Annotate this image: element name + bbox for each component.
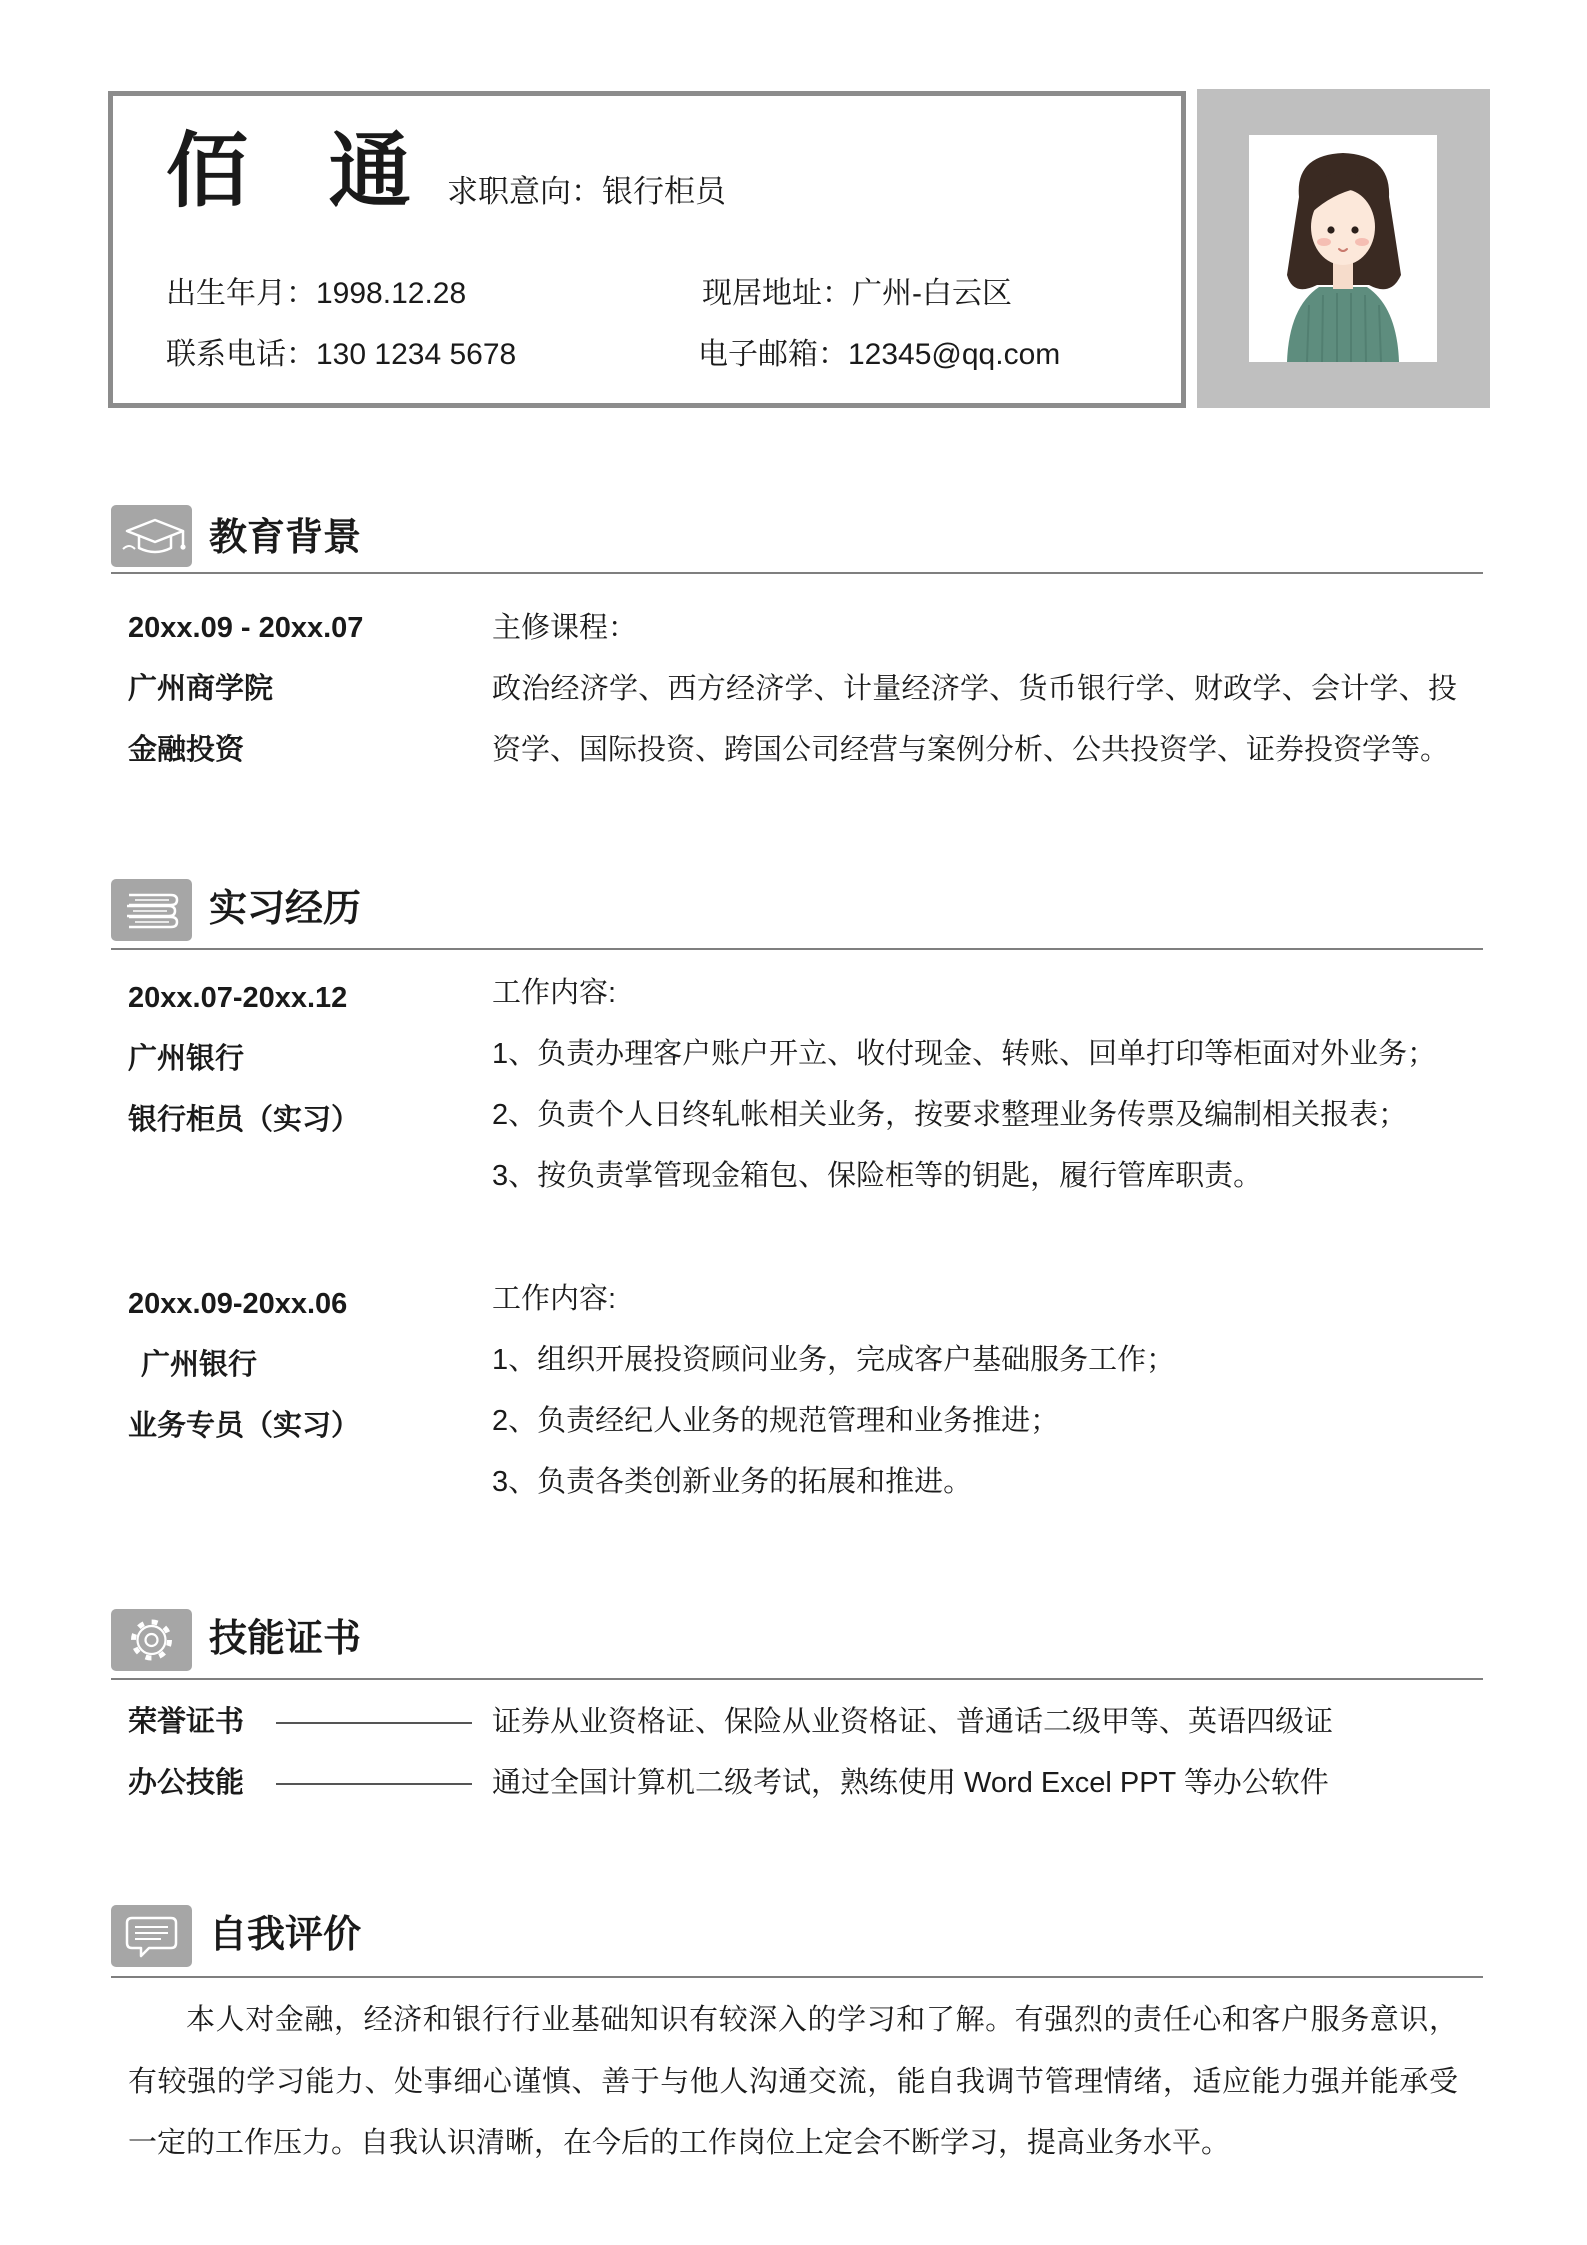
education-summary xyxy=(128,598,363,781)
profile-photo xyxy=(1249,135,1437,362)
skill-label-honors: 荣誉证书 xyxy=(128,1706,245,1738)
skill-leader-line xyxy=(276,1722,472,1724)
skill-text-office: 通过全国计算机二级考试，熟练使用 Word Excel PPT 等办公软件 xyxy=(492,1767,1329,1799)
courses-label: 主修课程： xyxy=(492,612,638,644)
duty-item: 3、负责各类创新业务的拓展和推进。 xyxy=(492,1466,973,1498)
skills-section-icon-box xyxy=(111,1609,192,1671)
internship-company: 广州银行 xyxy=(128,1043,245,1075)
gear-icon xyxy=(111,1609,192,1671)
candidate-name: 佰 通 xyxy=(166,126,431,217)
duty-item: 2、负责经纪人业务的规范管理和业务推进； xyxy=(492,1405,1060,1437)
email-address xyxy=(698,335,1060,375)
education-courses xyxy=(492,598,1457,781)
education-period: 20xx.09 - 20xx.07 xyxy=(128,612,364,644)
internship-divider xyxy=(111,948,1483,950)
duty-item: 1、负责办理客户账户开立、收付现金、转账、回单打印等柜面对外业务； xyxy=(492,1038,1437,1070)
self-evaluation-text: 本人对金融，经济和银行行业基础知识有较深入的学习和了解。有强烈的责任心和客户服务意识，有较强的学习能力、处事细心谨慎、善于与他人沟通交流，能自我调节管理情绪，适应能力强并能承受一定的工作压力。自我认识清晰，在今后的工作岗位上定会不断学习，提高业务水平。 xyxy=(128,2004,1458,2159)
birth-date xyxy=(166,274,466,314)
internship-entry-summary xyxy=(128,1274,360,1457)
internship-entry-duties xyxy=(492,963,1436,1207)
major-name: 金融投资 xyxy=(128,734,245,766)
phone-number-label: 联系电话： xyxy=(166,338,316,371)
duty-item: 3、按负责掌管现金箱包、保险柜等的钥匙，履行管库职责。 xyxy=(492,1160,1263,1192)
internship-period: 20xx.07-20xx.12 xyxy=(128,982,348,1014)
education-section-icon-box xyxy=(111,505,192,567)
education-divider xyxy=(111,572,1483,574)
birth-date-label: 出生年月： xyxy=(166,277,316,310)
current-address-label: 现居地址： xyxy=(702,277,852,310)
skills-section-title: 技能证书 xyxy=(209,1618,362,1660)
email-address-value: 12345@qq.com xyxy=(848,338,1061,371)
phone-number-value: 130 1234 5678 xyxy=(316,338,517,371)
internship-entry-summary xyxy=(128,968,360,1151)
avatar-illustration-icon xyxy=(1249,135,1437,362)
job-objective xyxy=(447,172,726,212)
duty-item: 1、组织开展投资顾问业务，完成客户基础服务工作； xyxy=(492,1344,1176,1376)
chat-bubble-icon xyxy=(111,1905,192,1967)
school-name: 广州商学院 xyxy=(128,673,274,705)
duty-item: 2、负责个人日终轧帐相关业务，按要求整理业务传票及编制相关报表； xyxy=(492,1099,1408,1131)
current-address-value: 广州-白云区 xyxy=(852,277,1012,310)
current-address xyxy=(702,274,1012,314)
internship-position: 银行柜员（实习） xyxy=(128,1104,361,1136)
education-section-title: 教育背景 xyxy=(209,517,362,559)
books-icon xyxy=(111,879,192,941)
duties-label: 工作内容: xyxy=(492,1283,617,1315)
internship-section-icon-box xyxy=(111,879,192,941)
internship-company: 广州银行 xyxy=(141,1349,258,1381)
phone-number xyxy=(166,335,516,375)
job-objective-value: 银行柜员 xyxy=(602,174,726,209)
self-evaluation-section-icon-box xyxy=(111,1905,192,1967)
skills-divider xyxy=(111,1678,1483,1680)
skill-label-office: 办公技能 xyxy=(128,1767,245,1799)
birth-date-value: 1998.12.28 xyxy=(316,277,467,310)
self-evaluation-divider xyxy=(111,1976,1483,1978)
email-address-label: 电子邮箱： xyxy=(698,338,848,371)
skill-leader-line xyxy=(276,1783,472,1785)
duties-label: 工作内容: xyxy=(492,977,617,1009)
courses-list: 政治经济学、西方经济学、计量经济学、货币银行学、财政学、会计学、投资学、国际投资、跨国公司经营与案例分析、公共投资学、证券投资学等。 xyxy=(492,673,1457,766)
internship-position: 业务专员（实习） xyxy=(128,1410,361,1442)
internship-entry-duties xyxy=(492,1269,1175,1513)
skill-text-honors: 证券从业资格证、保险从业资格证、普通话二级甲等、英语四级证 xyxy=(492,1706,1334,1738)
self-evaluation-section-title: 自我评价 xyxy=(209,1914,362,1956)
graduation-cap-icon xyxy=(111,505,192,567)
internship-section-title: 实习经历 xyxy=(209,888,362,930)
job-objective-label: 求职意向： xyxy=(447,174,602,209)
internship-period: 20xx.09-20xx.06 xyxy=(128,1288,348,1320)
